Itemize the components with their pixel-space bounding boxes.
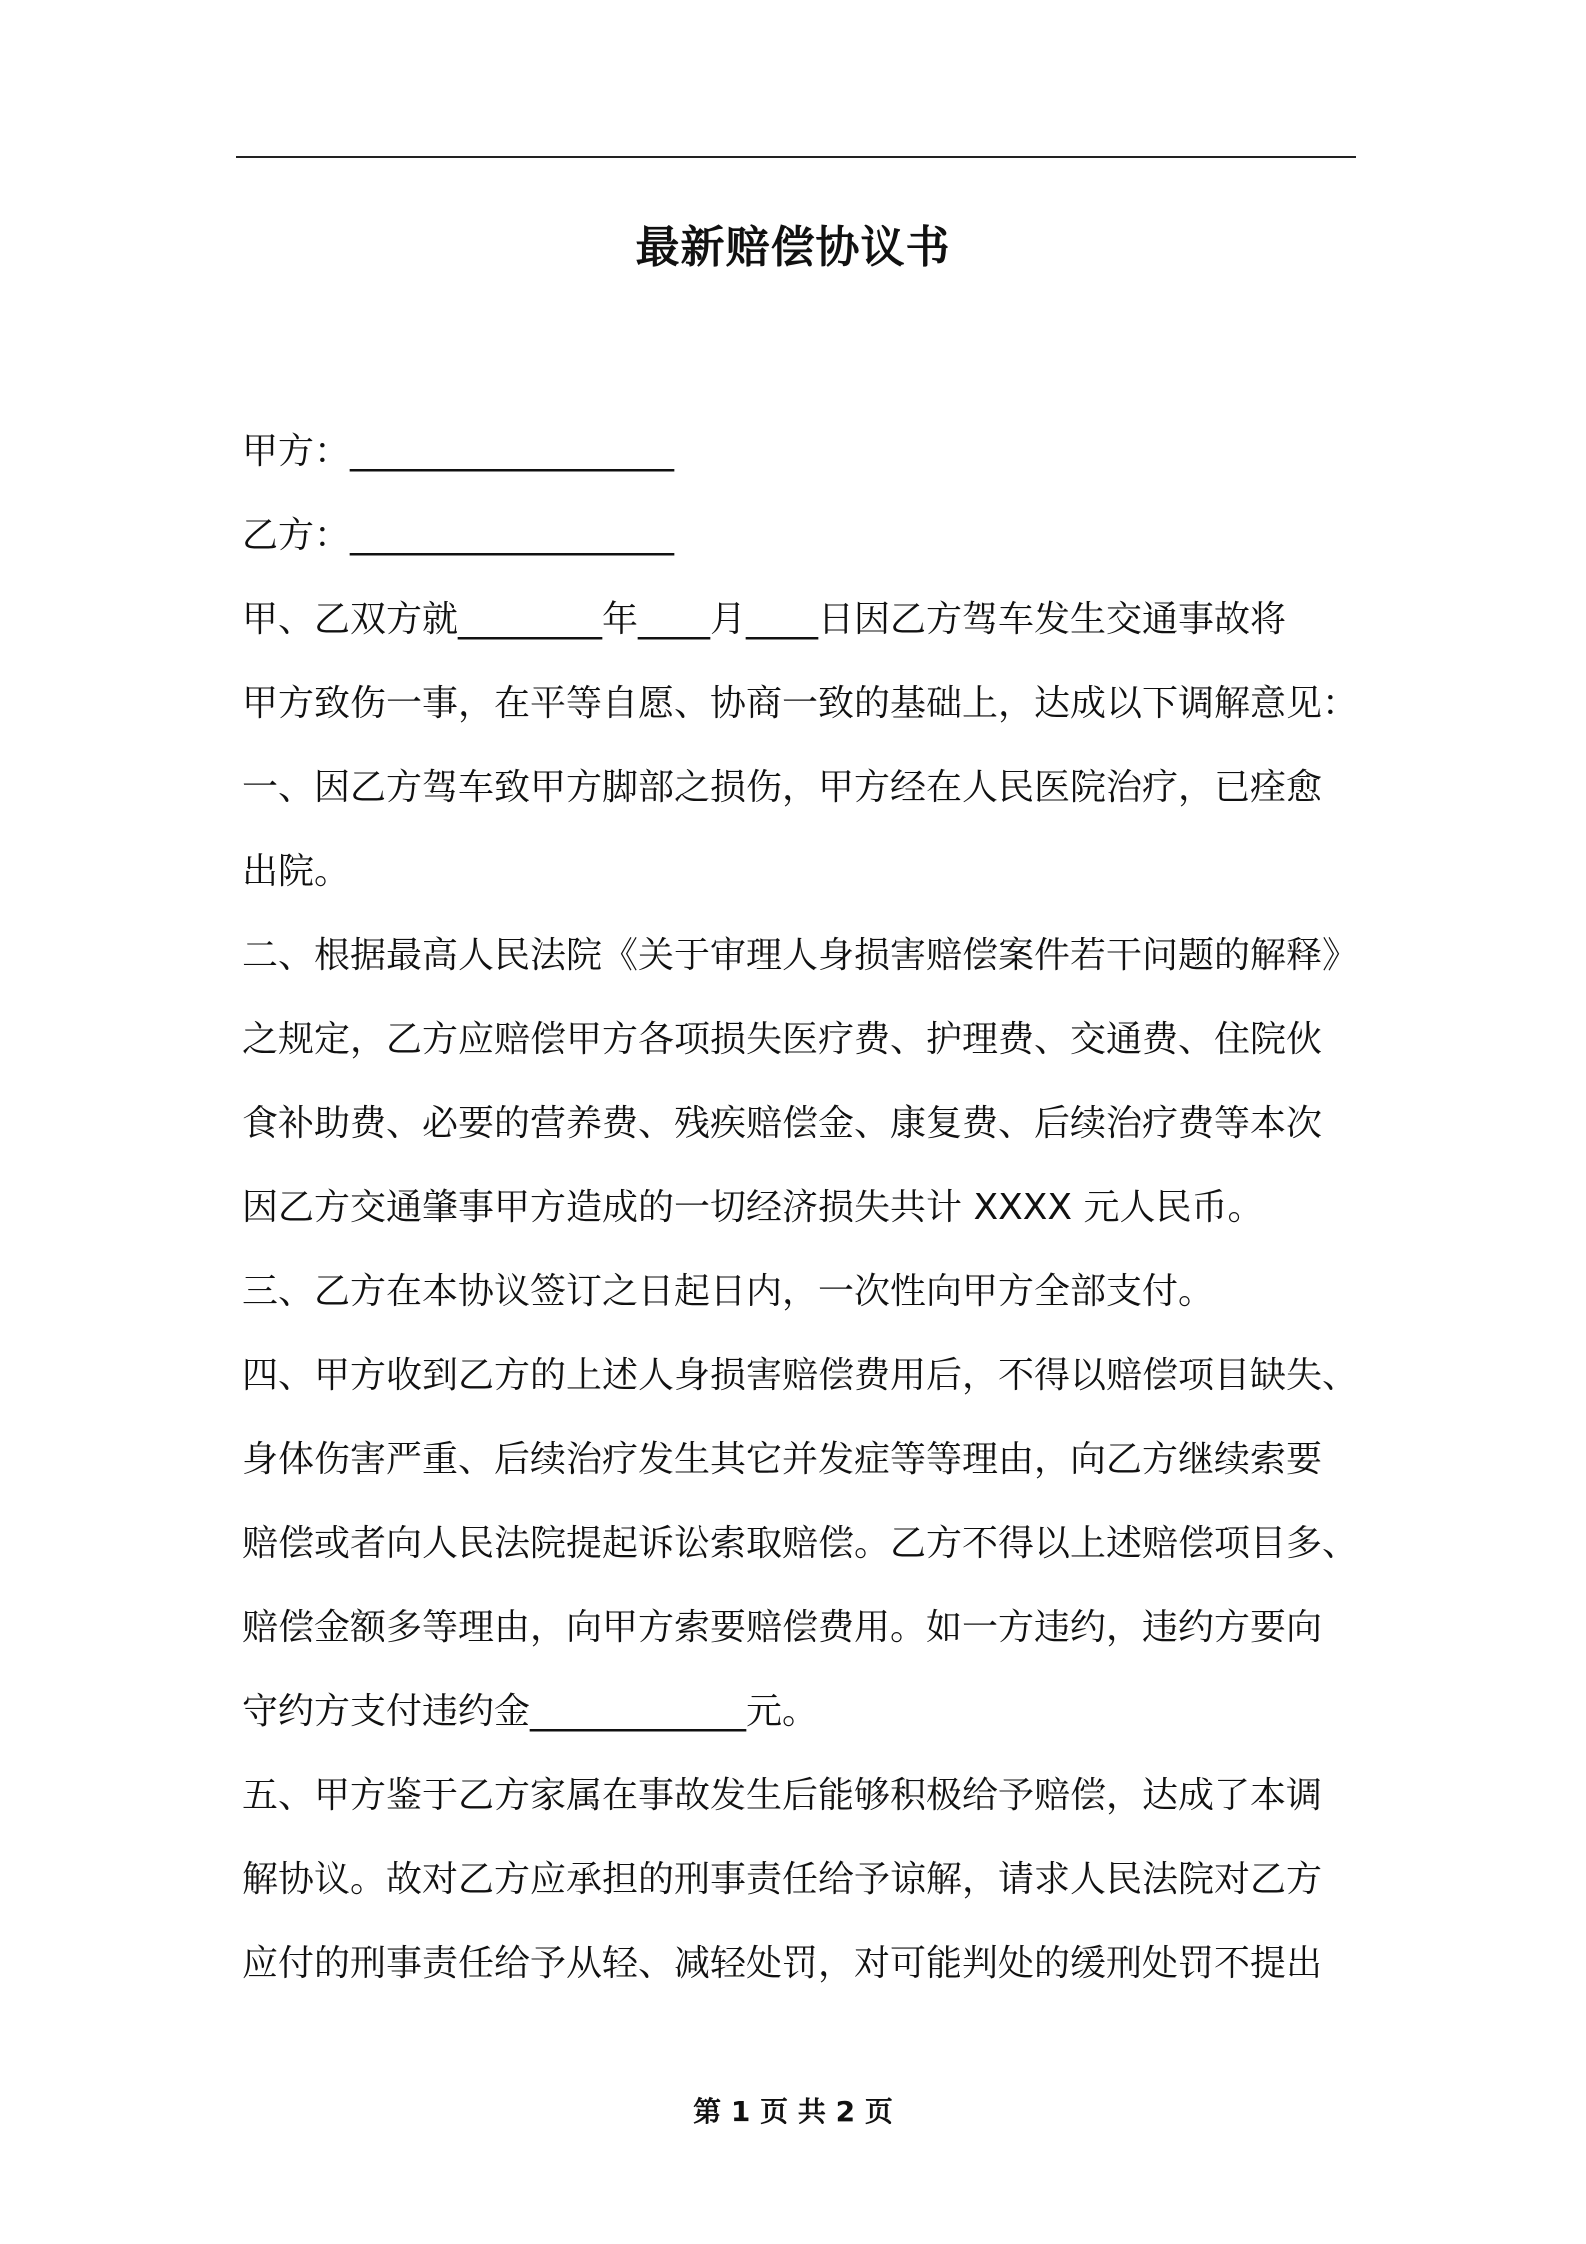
intro-line-2: 甲方致伤一事，在平等自愿、协商一致的基础上，达成以下调解意见： [242,683,1359,724]
party-a-line: 甲方：__________________ [242,431,675,472]
clause-1-line-2: 出院。 [242,851,351,892]
clause-4-line-3: 赔偿或者向人民法院提起诉讼索取赔偿。乙方不得以上述赔偿项目多、 [242,1523,1359,1564]
clause-5-line-2: 解协议。故对乙方应承担的刑事责任给予谅解，请求人民法院对乙方 [242,1859,1323,1900]
document-title: 最新赔偿协议书 [635,222,951,273]
clause-5-line-1: 五、甲方鉴于乙方家属在事故发生后能够积极给予赔偿，达成了本调 [242,1775,1323,1816]
agreement-body [242,410,1382,2006]
intro-line-1: 甲、乙双方就________年____月____日因乙方驾车发生交通事故将 [242,599,1287,640]
clause-4-line-2: 身体伤害严重、后续治疗发生其它并发症等等理由，向乙方继续索要 [242,1439,1323,1480]
clause-2-line-4: 因乙方交通肇事甲方造成的一切经济损失共计 XXXX 元人民币。 [242,1187,1264,1228]
clause-1-line-1: 一、因乙方驾车致甲方脚部之损伤，甲方经在人民医院治疗，已痊愈 [242,767,1323,808]
header-rule [236,156,1356,158]
clause-3-line-1: 三、乙方在本协议签订之日起日内，一次性向甲方全部支付。 [242,1271,1215,1312]
clause-2-line-1: 二、根据最高人民法院《关于审理人身损害赔偿案件若干问题的解释》 [242,935,1359,976]
clause-4-line-1: 四、甲方收到乙方的上述人身损害赔偿费用后，不得以赔偿项目缺失、 [242,1355,1359,1396]
clause-4-line-5: 守约方支付违约金____________元。 [242,1691,819,1732]
page-indicator: 第 1 页 共 2 页 [693,2095,893,2128]
clause-5-line-3: 应付的刑事责任给予从轻、减轻处罚，对可能判处的缓刑处罚不提出 [242,1943,1323,1984]
clause-2-line-3: 食补助费、必要的营养费、残疾赔偿金、康复费、后续治疗费等本次 [242,1103,1323,1144]
clause-4-line-4: 赔偿金额多等理由，向甲方索要赔偿费用。如一方违约，违约方要向 [242,1607,1323,1648]
clause-2-line-2: 之规定，乙方应赔偿甲方各项损失医疗费、护理费、交通费、住院伙 [242,1019,1323,1060]
party-b-line: 乙方：__________________ [242,515,675,556]
